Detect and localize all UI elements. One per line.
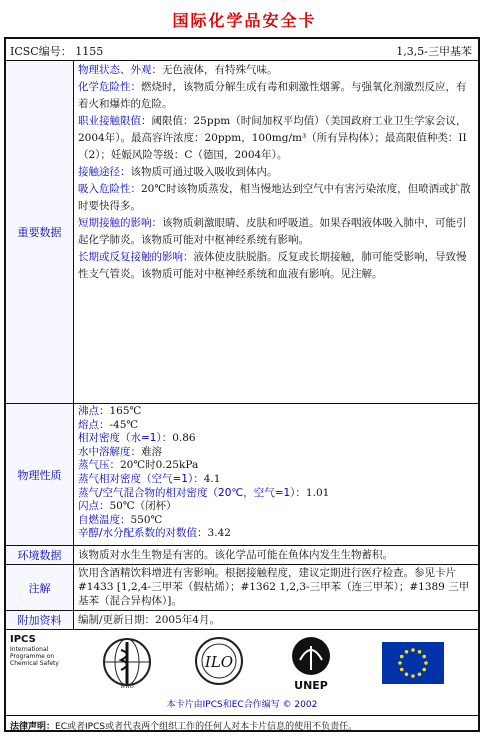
unep-emblem-icon	[288, 634, 334, 692]
physical-properties-section	[6, 404, 478, 546]
physical-properties-label: 物理性质	[6, 404, 74, 545]
eu-star-icon	[422, 668, 426, 672]
environment-label: 环境数据	[6, 546, 74, 564]
field-value: 该物质可通过吸入吸收到体内。	[130, 166, 278, 178]
field-value: 燃烧时，该物质分解生成有毒和刺激性烟雾。与强氧化剂激烈反应，有着火和爆炸的危险。	[78, 81, 467, 110]
phys-item	[78, 459, 474, 473]
field-key: 职业接触限值：	[78, 115, 152, 127]
who-emblem-icon	[101, 636, 153, 688]
eu-star-icon	[400, 655, 404, 659]
field-key: 物理状态、外观：	[78, 64, 162, 76]
eu-star-icon	[411, 648, 415, 652]
ipcs-logo: IPCS International Programme on Chemical Safety	[10, 634, 59, 667]
field-value: 难溶	[141, 445, 162, 458]
phys-item	[78, 487, 474, 501]
field-value: 550℃	[130, 513, 163, 526]
phys-item	[78, 419, 474, 433]
phys-item	[78, 405, 474, 419]
field-key: 闪点：	[78, 500, 110, 513]
eu-star-icon	[418, 650, 422, 654]
phys-item	[78, 514, 474, 528]
field-key: 熔点：	[78, 418, 110, 431]
important-data-content	[74, 61, 478, 403]
field-key: 蒸气/空气混合物的相对密度（20℃，空气=1）：	[78, 486, 306, 499]
icsc-card	[4, 37, 480, 732]
field-key: 蒸气压：	[78, 459, 120, 472]
field-key: 自燃温度：	[78, 513, 131, 526]
logos-section	[6, 630, 478, 716]
svg-text:UNEP: UNEP	[294, 679, 328, 692]
field-key: 吸入危险性：	[78, 183, 141, 195]
phys-item	[78, 500, 474, 514]
notes-label: 注解	[6, 565, 74, 610]
notes-text: 饮用含酒精饮料增进有害影响。根据接触程度，建议定期进行医疗检查。参见卡片#1433 [1,2,4-三甲苯（假枯烯）；#1362 1,2,3-三甲苯（连三甲苯）；#1389 三甲基苯（混合异构体）]。	[78, 567, 470, 607]
important-data-label: 重要数据	[6, 61, 74, 403]
field-key: 蒸气相对密度（空气=1）：	[78, 472, 204, 485]
cooperation-footer: 本卡片由IPCS和EC合作编写 © 2002	[166, 700, 318, 710]
eu-star-icon	[411, 674, 415, 678]
field-key: 长期或反复接触的影响：	[78, 251, 194, 263]
eu-star-icon	[405, 650, 409, 654]
physical-properties-content	[74, 404, 478, 545]
icsc-number: ICSC编号： 1155	[10, 45, 104, 58]
field-value: 无色液体，有特殊气味。	[162, 64, 278, 76]
field-key: 短期接触的影响：	[78, 217, 162, 229]
phys-item	[78, 527, 474, 541]
field-value: 该物质刺激眼睛、皮肤和呼吸道。如果吞咽液体吸入肺中，可能引起化学肺炎。该物质可能对中枢神经系统有影响。	[78, 217, 467, 246]
field-value: 4.1	[203, 472, 221, 485]
phys-item	[78, 446, 474, 460]
imp-item	[78, 113, 474, 164]
field-value: -45℃	[109, 418, 139, 431]
imp-item	[78, 62, 474, 79]
imp-item	[78, 181, 474, 215]
extra-info-text: 编制/更新日期：2005年4月。	[78, 614, 220, 626]
field-key: 水中溶解度：	[78, 445, 141, 458]
ilo-emblem-icon	[194, 636, 244, 686]
field-value: 50℃（闭杯）	[109, 500, 177, 513]
legal-section	[6, 716, 478, 734]
imp-item	[78, 215, 474, 249]
card-title: 国际化学品安全卡	[172, 11, 317, 30]
phys-item	[78, 432, 474, 446]
eu-star-icon	[405, 672, 409, 676]
field-key: 相对密度（水=1）：	[78, 432, 173, 445]
extra-info-label: 附加资料	[6, 611, 74, 629]
eu-star-icon	[418, 672, 422, 676]
eu-star-icon	[424, 661, 428, 665]
field-value: 165℃	[109, 405, 142, 417]
field-key: 沸点：	[78, 405, 110, 417]
field-key: 接触途径：	[78, 166, 131, 178]
eu-star-icon	[398, 661, 402, 665]
field-key: 化学危险性：	[78, 81, 141, 93]
imp-item	[78, 79, 474, 113]
phys-item	[78, 473, 474, 487]
eu-star-icon	[422, 655, 426, 659]
eu-flag-icon	[382, 642, 444, 684]
svg-text:ILO: ILO	[204, 653, 234, 671]
legal-statement	[6, 716, 478, 735]
environment-section	[6, 546, 478, 565]
header-row	[6, 39, 478, 61]
extra-info-section	[6, 611, 478, 630]
field-value: 液体使皮肤脱脂。反复或长期接触，肺可能受影响，导致慢性支气管炎。该物质可能对中枢神经系统和血液有影响。见注解。	[78, 251, 467, 280]
legal-label: 法律声明：	[10, 722, 56, 732]
imp-item	[78, 164, 474, 181]
field-value: 1.01	[305, 486, 330, 499]
field-value: 3.42	[207, 527, 231, 540]
field-key: 辛醇/水分配系数的对数值：	[78, 527, 208, 540]
eu-star-icon	[400, 668, 404, 672]
field-value: 20℃时0.25kPa	[120, 459, 199, 472]
logos-bar	[6, 630, 478, 698]
environment-text: 该物质对水生生物是有害的。该化学品可能在鱼体内发生生物蓄积。	[78, 549, 393, 561]
important-data-section	[6, 61, 478, 404]
svg-text:WHO: WHO	[120, 684, 134, 688]
notes-section	[6, 565, 478, 611]
imp-item	[78, 249, 474, 283]
field-value: 阈限值：25ppm（时间加权平均值）（美国政府工业卫生学家会议，2004年）。最高容许浓度：20ppm，100mg/m³（所有异构体）；最高限值种类：II（2）；妊娠风险等级：C（德国，2004年）。	[78, 115, 467, 161]
field-value: 20℃时该物质蒸发，相当慢地达到空气中有害污染浓度，但喷洒或扩散时要快得多。	[78, 183, 471, 212]
field-value: 0.86	[172, 432, 196, 445]
chemical-name: 1,3,5-三甲基苯	[396, 45, 472, 58]
legal-text: EC或者IPCS或者代表两个组织工作的任何人对本卡片信息的使用不负责任。	[55, 722, 358, 732]
